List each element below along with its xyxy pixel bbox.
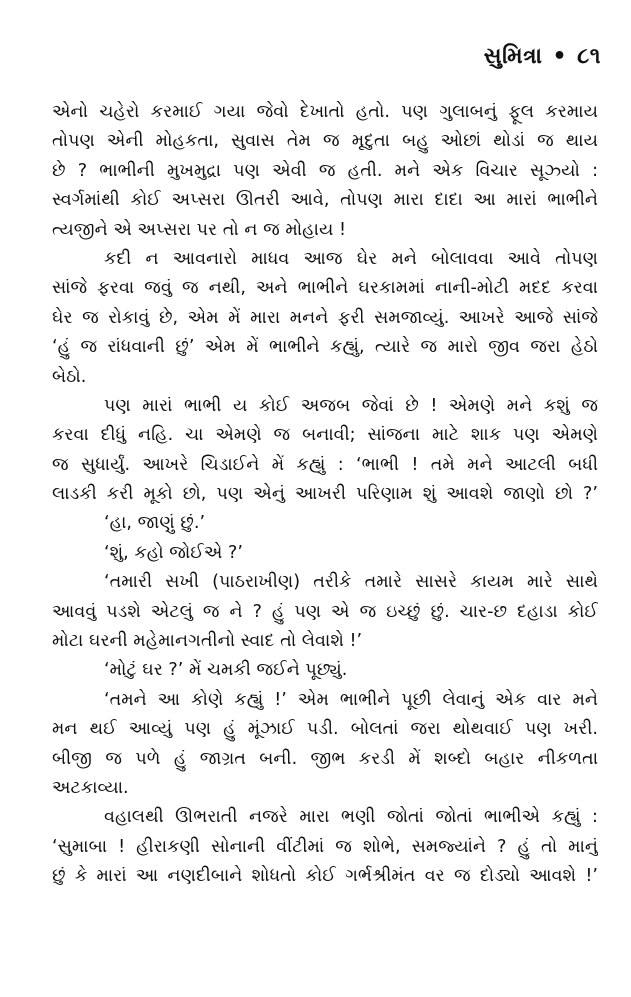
text-line: ‘સુમાબા ! હીરાકણી સોનાની વીંટીમાં જ શોભે, સમજ્યાંને ? હું તો માનું [52,836,598,857]
text-line: આવવું પડશે એટલું જ ને ? હું પણ એ જ ઇચ્છું છું. ચાર-છ દહાડા કોઈ [52,601,598,622]
paragraph-start-line: ‘શું, કહો જોઈએ ?’ [104,542,243,563]
text-line: સાંજે ફરવા જવું જ નથી, અને ભાભીને ઘરકામમાં નાની-મોટી મદદ કરવા [52,278,598,299]
page-number: ૮૧ [577,44,601,69]
text-line: લાડકી કરી મૂકો છો, પણ એનું આખરી પરિણામ શું આવશે જાણો છો ?’ [52,484,598,505]
text-line: ‘હું જ રાંધવાની છું’ એમ મેં ભાભીને કહ્યું, ત્યારે જ મારો જીવ જરા હેઠો [52,337,598,358]
text-line: એનો ચહેરો કરમાઈ ગયા જેવો દેખાતો હતો. પણ ગુલાબનું ફૂલ કરમાય [52,102,598,122]
text-line: જ સુધાર્યું. આખરે ચિડાઈને મેં કહ્યું : ‘ભાભી ! તમે મને આટલી બધી [52,454,598,475]
text-line: મન થઈ આવ્યું પણ હું મૂંઝાઈ પડી. બોલતાં જરા થોથવાઈ પણ ખરી. [52,719,598,740]
text-line: ત્યજીને એ અપ્સરા પર તો ન જ મોહાય ! [52,219,347,240]
text-line: અટકાવ્યા. [52,777,129,798]
text-line: છે ? ભાભીની મુખમુદ્રા પણ એવી જ હતી. મને એક વિચાર સૂઝ્યો : [52,160,598,181]
paragraph-start-line: ‘હા, જાણું છું.’ [104,513,206,534]
text-line: બેઠો. [52,366,87,387]
paragraph-start-line: વહાલથી ઊભરાતી નજરે મારા ભણી જોતાં જોતાં ભાભીએ કહ્યું : [104,807,598,828]
text-line: ઘેર જ રોકાવું છે, એમ મેં મારા મનને ફરી સમજાવ્યું. આખરે આજે સાંજે [52,307,598,328]
book-title: સુમિત્રા [483,44,543,69]
text-line: સ્વર્ગમાંથી કોઈ અપ્સરા ઊતરી આવે, તોપણ મારા દાદા આ મારાં ભાભીને [52,190,598,211]
text-line: તોપણ એની મોહકતા, સુવાસ તેમ જ મૃદુતા બહુ ઓછાં થોડાં જ થાય [52,131,598,152]
body-text [52,98,598,892]
text-line: કરવા દીધું નહિ. ચા એમણે જ બનાવી; સાંજના માટે શાક પણ એમણે [52,425,598,446]
paragraph-start-line: ‘તમને આ કોણે કહ્યું !’ એમ ભાભીને પૂછી લેવાનું એક વાર મને [104,689,598,710]
paragraph-start-line: ‘તમારી સખી (પાઠરાખીણ) તરીકે તમારે સાસરે કાયમ મારે સાથે [104,572,598,593]
text-line: છું કે મારાં આ નણદીબાને શોધતો કોઈ ગર્ભશ્રીમંત વર જ દોડ્યો આવશે !’ [52,866,598,887]
text-line: મોટા ઘરની મહેમાનગતીનો સ્વાદ તો લેવાશે !’ [52,631,363,652]
paragraph-start-line: ‘મોટું ઘર ?’ મેં ચમકી જઈને પૂછ્યું. [104,660,348,681]
text-line: બીજી જ પળે હું જાગ્રત બની. જીભ કરડી મેં શબ્દો બહાર નીકળતા [52,748,598,769]
running-header [484,44,601,69]
paragraph-start-line: કદી ન આવનારો માધવ આજ ઘેર મને બોલાવવા આવે તોપણ [104,248,598,269]
header-separator: • [552,44,568,69]
paragraph-start-line: પણ મારાં ભાભી ય કોઈ અજબ જેવાં છે ! એમણે મને કશું જ [104,395,598,416]
